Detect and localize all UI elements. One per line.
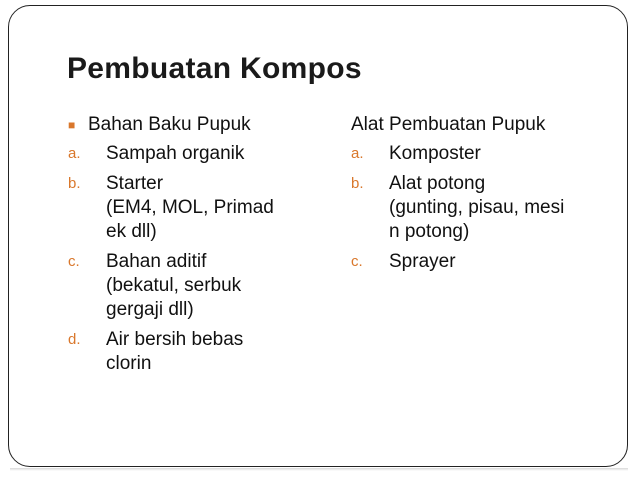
list-item-line: ek dll) <box>106 221 157 242</box>
list-item <box>351 142 621 166</box>
list-marker: d. <box>68 331 81 348</box>
list-item-line: Starter <box>106 173 164 194</box>
list-item-line: Air bersih bebas <box>106 329 244 350</box>
list-item-line: (bekatul, serbuk <box>106 275 242 296</box>
list-item-line: Alat potong <box>389 173 486 194</box>
list-item-text <box>389 142 621 166</box>
list-item <box>351 250 621 274</box>
left-column <box>68 112 333 382</box>
list-item-text <box>106 172 333 244</box>
list-item <box>68 172 333 244</box>
list-item-text <box>106 328 333 376</box>
list-item-text <box>389 172 621 244</box>
right-column-heading <box>351 112 621 138</box>
slide-shadow <box>10 468 628 471</box>
list-item-line: n potong) <box>389 221 470 242</box>
list-item-line: gergaji dll) <box>106 299 194 320</box>
slide-title: Pembuatan Kompos <box>67 52 362 85</box>
list-marker: b. <box>351 175 364 192</box>
list-item-line: clorin <box>106 353 152 374</box>
list-item-line: Bahan aditif <box>106 251 207 272</box>
left-column-heading <box>68 112 333 138</box>
list-item <box>68 142 333 166</box>
right-column <box>351 112 621 280</box>
list-item-text <box>389 250 621 274</box>
list-item-text <box>106 142 333 166</box>
list-item-line: Sampah organik <box>106 143 245 164</box>
list-item <box>351 172 621 244</box>
list-item-line: Komposter <box>389 143 481 164</box>
list-item-text <box>106 250 333 322</box>
list-marker: a. <box>68 145 81 162</box>
list-item <box>68 328 333 376</box>
list-marker: a. <box>351 145 364 162</box>
list-marker: b. <box>68 175 81 192</box>
list-marker: c. <box>68 253 80 270</box>
square-bullet-icon: ■ <box>68 118 76 132</box>
left-column-heading-text: Bahan Baku Pupuk <box>88 114 251 135</box>
list-item-line: (gunting, pisau, mesi <box>389 197 565 218</box>
list-item-line: (EM4, MOL, Primad <box>106 197 274 218</box>
list-marker: c. <box>351 253 363 270</box>
list-item-line: Sprayer <box>389 251 456 272</box>
right-column-heading-text: Alat Pembuatan Pupuk <box>351 114 546 135</box>
list-item <box>68 250 333 322</box>
